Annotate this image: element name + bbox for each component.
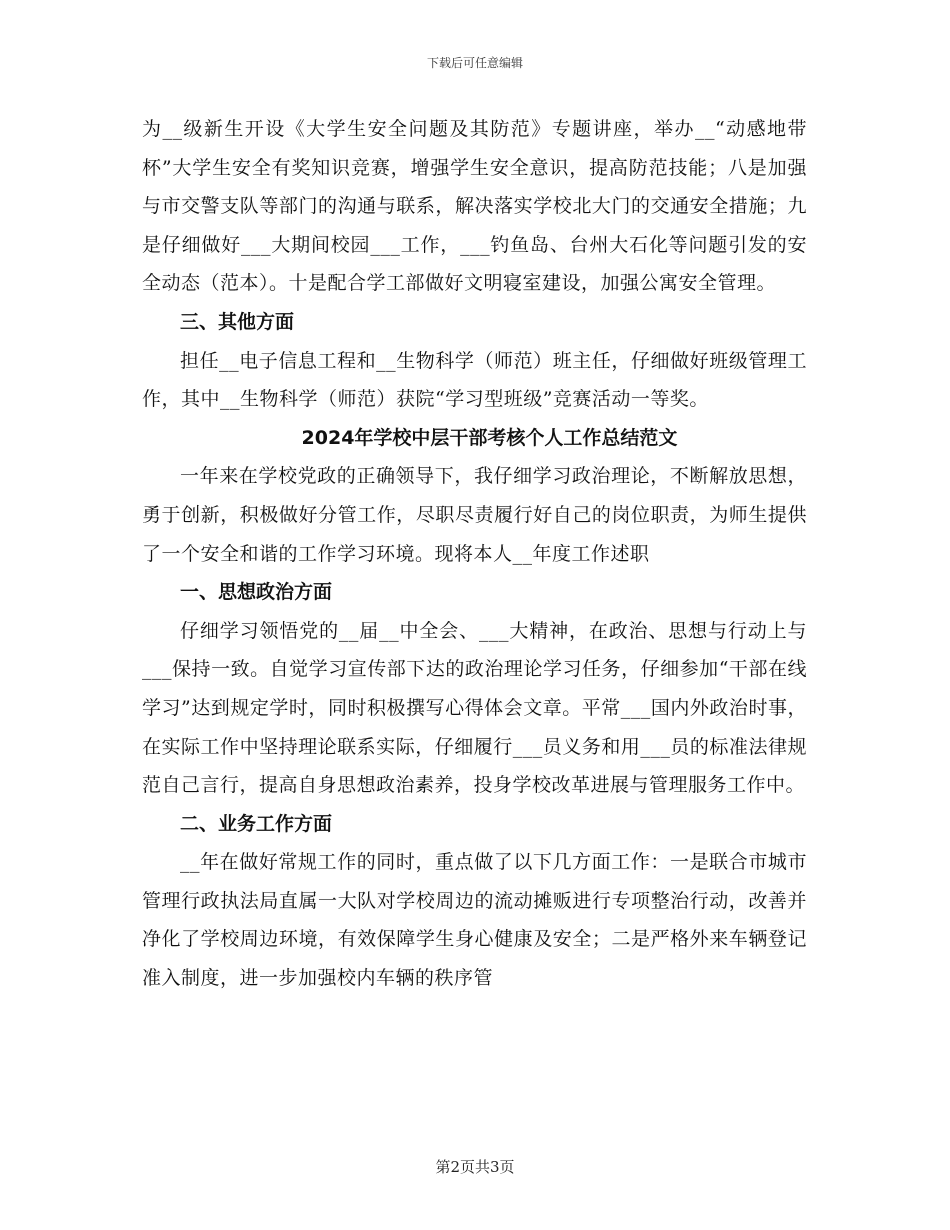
- paragraph-politics: 仔细学习领悟党的__届__中全会、___大精神，在政治、思想与行动上与___保持一致。自觉学习宣传部下达的政治理论学习任务，仔细参加“干部在线学习”达到规定学时，同时积极撰写心得体会文章。平常___国内外政治时事，在实际工作中坚持理论联系实际，仔细履行___员义务和用___员的标准法律规范自己言行，提高自身思想政治素养，投身学校改革进展与管理服务工作中。: [142, 619, 807, 797]
- header-note: 下载后可任意编辑: [426, 56, 523, 70]
- paragraph-continuation: 为__级新生开设《大学生安全问题及其防范》专题讲座，举办__“动感地带杯”大学生安全有奖知识竞赛，增强学生安全意识，提高防范技能；八是加强与市交警支队等部门的沟通与联系，解决落实学校北大门的交通安全措施；九是仔细做好___大期间校园___工作，___钓鱼岛、台州大石化等问题引发的安全动态（范本）。十是配合学工部做好文明寝室建设，加强公寓安全管理。: [142, 118, 807, 295]
- section-heading-politics: 一、思想政治方面: [180, 581, 333, 604]
- document-body: [142, 110, 807, 998]
- paragraph-intro: 一年来在学校党政的正确领导下，我仔细学习政治理论，不断解放思想，勇于创新，积极做好分管工作，尽职尽责履行好自己的岗位职责，为师生提供了一个安全和谐的工作学习环境。现将本人__年度工作述职: [142, 465, 807, 565]
- page-number: 第2页共3页: [435, 1158, 515, 1176]
- paragraph-work: __年在做好常规工作的同时，重点做了以下几方面工作：一是联合市城市管理行政执法局直属一大队对学校周边的流动摊贩进行专项整治行动，改善并净化了学校周边环境，有效保障学生身心健康及安全；二是严格外来车辆登记准入制度，进一步加强校内车辆的秩序管: [142, 851, 807, 990]
- article-title: 2024年学校中层干部考核个人工作总结范文: [301, 426, 678, 449]
- section-heading-work: 二、业务工作方面: [180, 812, 333, 835]
- paragraph-other: 担任__电子信息工程和__生物科学（师范）班主任，仔细做好班级管理工作，其中__生物科学（师范）获院“学习型班级”竞赛活动一等奖。: [142, 349, 807, 411]
- section-heading-other: 三、其他方面: [180, 310, 295, 333]
